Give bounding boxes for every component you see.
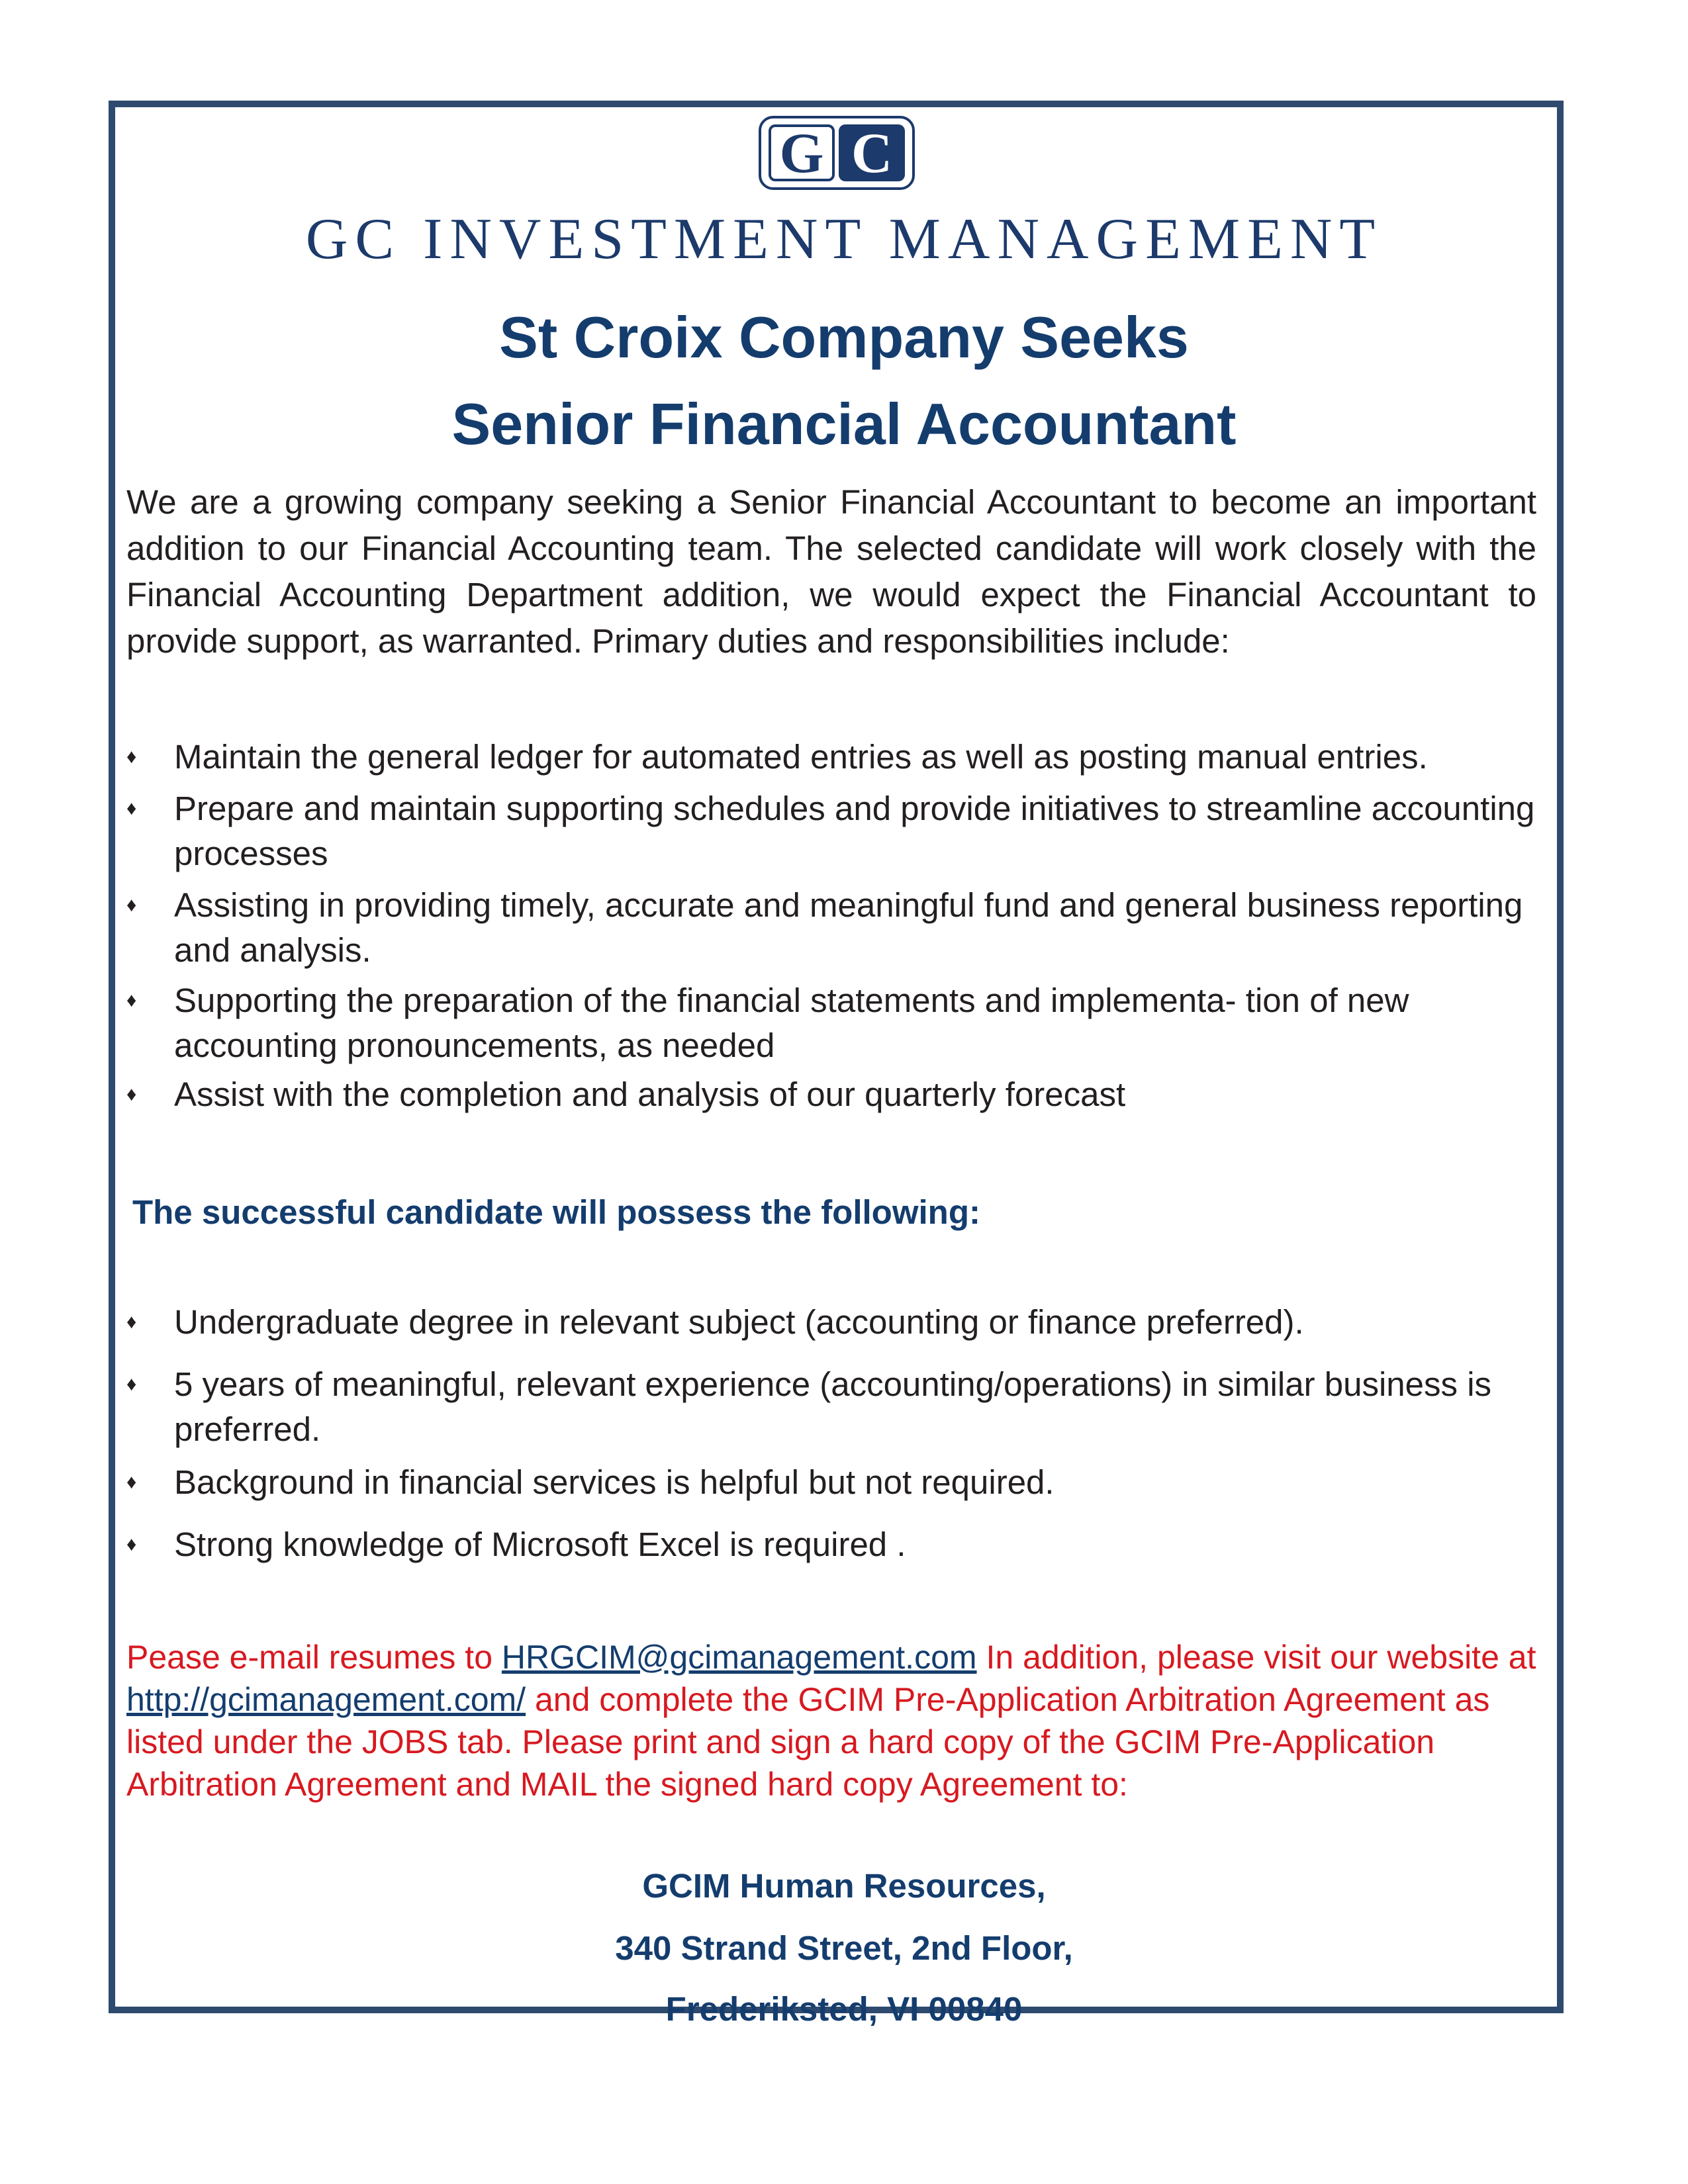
qualifications-heading: The successful candidate will possess the following: xyxy=(132,1193,980,1231)
duty-text: Supporting the preparation of the financial statements and implementa- tion of new accounting pronouncements, as needed xyxy=(174,981,1409,1064)
qualifications-list xyxy=(126,1300,1536,1567)
qualification-text: Background in financial services is helpful but not required. xyxy=(174,1463,1055,1501)
diamond-bullet-icon: ♦ xyxy=(126,894,137,916)
duties-list xyxy=(126,735,1536,1117)
logo-letter-c: C xyxy=(839,124,905,181)
diamond-bullet-icon: ♦ xyxy=(126,989,137,1011)
headline-line-2: Senior Financial Accountant xyxy=(451,391,1237,457)
list-item xyxy=(126,1460,1536,1505)
address-line-2: 340 Strand Street, 2nd Floor, xyxy=(615,1929,1073,1967)
diamond-bullet-icon: ♦ xyxy=(126,1471,137,1493)
contact-text-2: In addition, please visit our website at xyxy=(976,1639,1536,1676)
list-item xyxy=(126,786,1536,876)
list-item xyxy=(126,735,1536,780)
intro-paragraph: We are a growing company seeking a Senior Financial Accountant to become an important addition to our Financial Accounting team. The selected candidate will work closely with the Financial Accounting Department addition, we would expect the Financial Accountant to provide support, as warranted. Primary duties and responsibilities include: xyxy=(126,483,1536,660)
logo-letter-g: G xyxy=(769,124,835,181)
diamond-bullet-icon: ♦ xyxy=(126,746,137,768)
website-link[interactable]: http://gcimanagement.com/ xyxy=(126,1681,526,1718)
duty-text: Assisting in providing timely, accurate and meaningful fund and general business reporting and analysis. xyxy=(174,886,1523,969)
qualification-text: 5 years of meaningful, relevant experience (accounting/operations) in similar business is preferred. xyxy=(174,1365,1492,1448)
diamond-bullet-icon: ♦ xyxy=(126,1311,137,1333)
gc-logo xyxy=(759,116,915,190)
list-item xyxy=(126,883,1536,973)
diamond-bullet-icon: ♦ xyxy=(126,1083,137,1105)
duty-text: Assist with the completion and analysis of our quarterly forecast xyxy=(174,1075,1126,1113)
qualification-text: Strong knowledge of Microsoft Excel is required . xyxy=(174,1525,906,1563)
address-line-3: Frederiksted, VI 00840 xyxy=(665,1990,1023,2028)
address-line-1: GCIM Human Resources, xyxy=(642,1867,1046,1905)
diamond-bullet-icon: ♦ xyxy=(126,1533,137,1555)
list-item xyxy=(126,978,1536,1068)
qualification-text: Undergraduate degree in relevant subject (accounting or finance preferred). xyxy=(174,1303,1304,1341)
diamond-bullet-icon: ♦ xyxy=(126,797,137,819)
duty-text: Prepare and maintain supporting schedules and provide initiatives to streamline accounting processes xyxy=(174,790,1535,872)
application-instructions xyxy=(126,1636,1543,1805)
diamond-bullet-icon: ♦ xyxy=(126,1373,137,1395)
duty-text: Maintain the general ledger for automated entries as well as posting manual entries. xyxy=(174,738,1428,776)
headline-line-1: St Croix Company Seeks xyxy=(499,304,1189,370)
list-item xyxy=(126,1072,1536,1117)
contact-text-1: Pease e-mail resumes to xyxy=(126,1639,502,1676)
list-item xyxy=(126,1362,1536,1452)
company-name: GC INVESTMENT MANAGEMENT xyxy=(305,207,1383,271)
email-link[interactable]: HRGCIM@gcimanagement.com xyxy=(501,1639,977,1676)
contact-text-3: and complete the GCIM Pre-Application Arbitration Agreement as listed under the JOBS tab. Please print and sign a hard copy of the GCIM Pre-Application Arbitration Agreement and MAIL the signed hard copy Agreement to: xyxy=(126,1681,1490,1803)
list-item xyxy=(126,1300,1536,1345)
list-item xyxy=(126,1522,1536,1567)
